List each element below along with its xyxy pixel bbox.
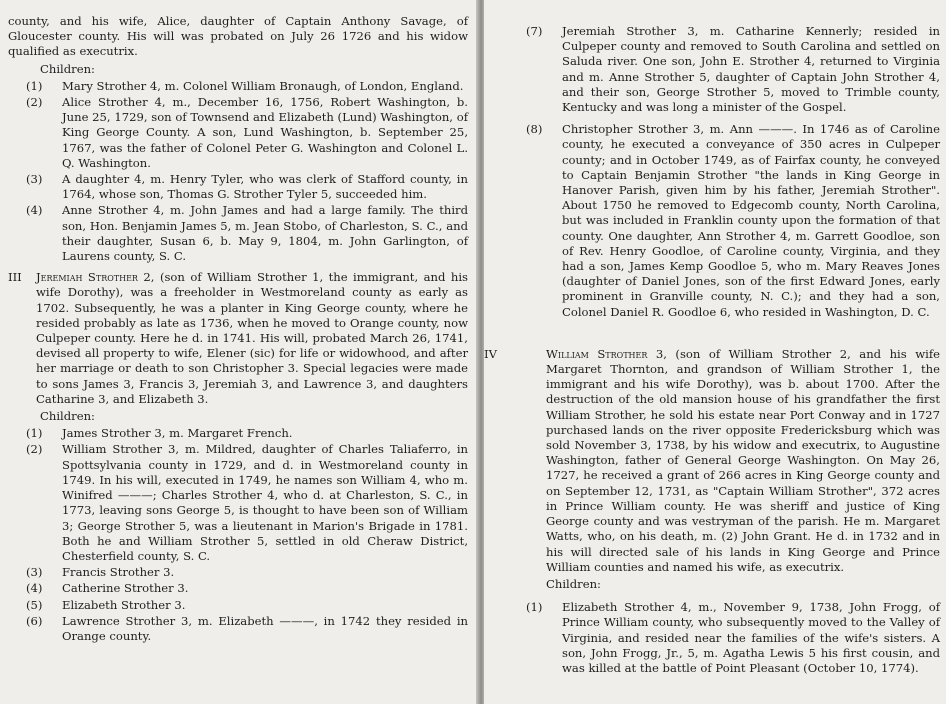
entry-number: (5) <box>26 597 43 612</box>
entry-text: Elizabeth Strother 4, m., November 9, 1738, John Frogg, of Prince William county, who subsequently moved to the Valley of Virginia, and resided near the families of the wife's sisters. A son, John Frogg, Jr., 5, m. Agatha Lewis 5 his first cousin, and was killed at the battle of Point Pleasant (October 10, 1774). <box>562 600 940 675</box>
child-entry <box>8 442 468 564</box>
entry-number: (4) <box>26 581 43 596</box>
child-entry <box>8 581 468 596</box>
section-number: III <box>8 270 22 285</box>
child-entry <box>526 600 940 676</box>
entry-number: (2) <box>26 95 43 110</box>
entry-text: Alice Strother 4, m., December 16, 1756, Robert Washington, b. June 25, 1729, son of Townsend and Elizabeth (Lund) Washington, of King George County. A son, Lund Washington, b. September 25, 1767, was the father of Colonel Peter G. Washington and Colonel L. Q. Washington. <box>62 95 468 170</box>
children-heading: Children: <box>40 61 95 76</box>
child-entry <box>8 172 468 202</box>
section-paragraph <box>546 347 940 575</box>
section-name: William Strother <box>546 346 648 361</box>
child-entry <box>526 122 940 320</box>
children-list <box>526 600 940 676</box>
spacer <box>526 321 940 341</box>
entry-text: James Strother 3, m. Margaret French. <box>62 426 293 441</box>
children-heading: Children: <box>546 576 601 591</box>
child-entry <box>8 598 468 613</box>
child-entry <box>8 426 468 441</box>
children-list <box>8 426 468 644</box>
entry-number: (1) <box>26 426 43 441</box>
child-entry <box>8 614 468 644</box>
children-heading: Children: <box>40 409 95 424</box>
children-list <box>526 24 940 320</box>
entry-number: (1) <box>526 600 543 615</box>
intro-paragraph: county, and his wife, Alice, daughter of Captain Anthony Savage, of Gloucester county. His will was probated on July 26 1726 and his widow qualified as executrix. <box>8 14 468 59</box>
entry-number: (6) <box>26 613 43 628</box>
right-page <box>484 0 946 704</box>
entry-number: (3) <box>26 172 43 187</box>
entry-text: Elizabeth Strother 3. <box>62 597 186 612</box>
section-name: Jeremiah Strother <box>36 270 138 285</box>
entry-text: Lawrence Strother 3, m. Elizabeth ———, in 1742 they resided in Orange county. <box>62 613 468 643</box>
entry-number: (3) <box>26 565 43 580</box>
entry-number: (7) <box>526 24 543 38</box>
entry-number: (4) <box>26 203 43 218</box>
section-iii <box>8 270 468 407</box>
entry-text: Christopher Strother 3, m. Ann ———. In 1746 as of Caroline county, he executed a conveyance of 350 acres in Culpeper county; and in October 1749, as of Fairfax county, he conveyed to Captain Benjamin Strother "the lands in King George in Hanover Parish, given him by his father, Jeremiah Strother". About 1750 he removed to Edgecomb county, North Carolina, but was included in Franklin county upon the formation of that county. One daughter, Ann Strother 4, m. Garrett Goodloe, son of Rev. Henry Goodloe, of Caroline county, Virginia, and they had a son, James Kemp Goodloe 5, who m. Mary Reaves Jones (daughter of Daniel Jones, son of the first Edward Jones, early prominent in Granville county, N. C.); and they had a son, Colonel Daniel R. Goodloe 6, who resided in Washington, D. C. <box>562 122 940 319</box>
entry-number: (1) <box>26 78 43 93</box>
child-entry <box>8 95 468 171</box>
entry-text: Anne Strother 4, m. John James and had a large family. The third son, Hon. Benjamin James 5, m. Jean Stobo, of Charleston, S. C., and their daughter, Susan 6, b. May 9, 1804, m. John Garlington, of Laurens county, S. C. <box>62 203 468 264</box>
entry-text: A daughter 4, m. Henry Tyler, who was clerk of Stafford county, in 1764, whose son, Thomas G. Strother Tyler 5, succeeded him. <box>62 172 468 202</box>
entry-text: Jeremiah Strother 3, m. Catharine Kennerly; resided in Culpeper county and removed to South Carolina and settled on Saluda river. One son, John E. Strother 4, returned to Virginia and m. Anne Strother 5, daughter of Captain John Strother 4, and their son, George Strother 5, moved to Trimble county, Kentucky and was long a minister of the Gospel. <box>562 24 940 115</box>
child-entry <box>8 79 468 94</box>
entry-text: William Strother 3, m. Mildred, daughter of Charles Taliaferro, in Spottsylvania county in 1729, and d. in Westmoreland county in 1749. In his will, executed in 1749, he names son William 4, who m. Winifred ———; Charles Strother 4, who d. at Charleston, S. C., in 1773, leaving sons George 5, is thought to have been son of William 3; George Strother 5, was a lieutenant in Marion's Brigade in 1781. Both he and William Strother 5, settled in old Cheraw District, Chesterfield county, S. C. <box>62 442 468 563</box>
section-iv <box>484 347 940 575</box>
entry-number: (8) <box>526 122 543 137</box>
entry-text: Francis Strother 3. <box>62 565 175 580</box>
entry-number: (2) <box>26 442 43 457</box>
section-text: 2, (son of William Strother 1, the immigrant, and his wife Dorothy), was a freeholder in Westmoreland county as early as 1702. Subsequently, he was a planter in King George county, where he resided probably as late as 1736, when he moved to Orange county, now Culpeper county. Here he d. in 1741. His will, probated March 26, 1741, devised all property to wife, Elener (sic) for life or widowhood, and after her marriage or death to son Christopher 3. Special legacies were made to sons James 3, Francis 3, Jeremiah 3, and Lawrence 3, and daughters Catharine 3, and Elizabeth 3. <box>36 270 468 406</box>
child-entry <box>526 24 940 115</box>
child-entry <box>8 203 468 264</box>
section-number: IV <box>484 346 497 361</box>
entry-text: Mary Strother 4, m. Colonel William Bronaugh, of London, England. <box>62 78 464 93</box>
children-list <box>8 79 468 264</box>
child-entry <box>8 565 468 580</box>
entry-text: Catherine Strother 3. <box>62 581 189 596</box>
section-text: 3, (son of William Strother 2, and his wife Margaret Thornton, and grandson of William Strother 1, the immigrant and his wife Dorothy), was b. about 1700. After the destruction of the old mansion house of his grandfather the first William Strother, he sold his estate near Port Conway and in 1727 purchased lands on the river opposite Fredericksburg which was sold November 3, 1738, by his widow and executrix, to Augustine Washington, father of General George Washington. On May 26, 1727, he received a grant of 266 acres in King George county and on September 12, 1731, as "Captain William Strother", 372 acres in Prince William county. He was sheriff and justice of King George county and was vestryman of the parish. He m. Margaret Watts, who, on his death, m. (2) John Grant. He d. in 1732 and in his will directed sale of his lands in King George and Prince William counties and named his wife, as executrix. <box>546 346 940 574</box>
section-paragraph <box>36 270 468 407</box>
